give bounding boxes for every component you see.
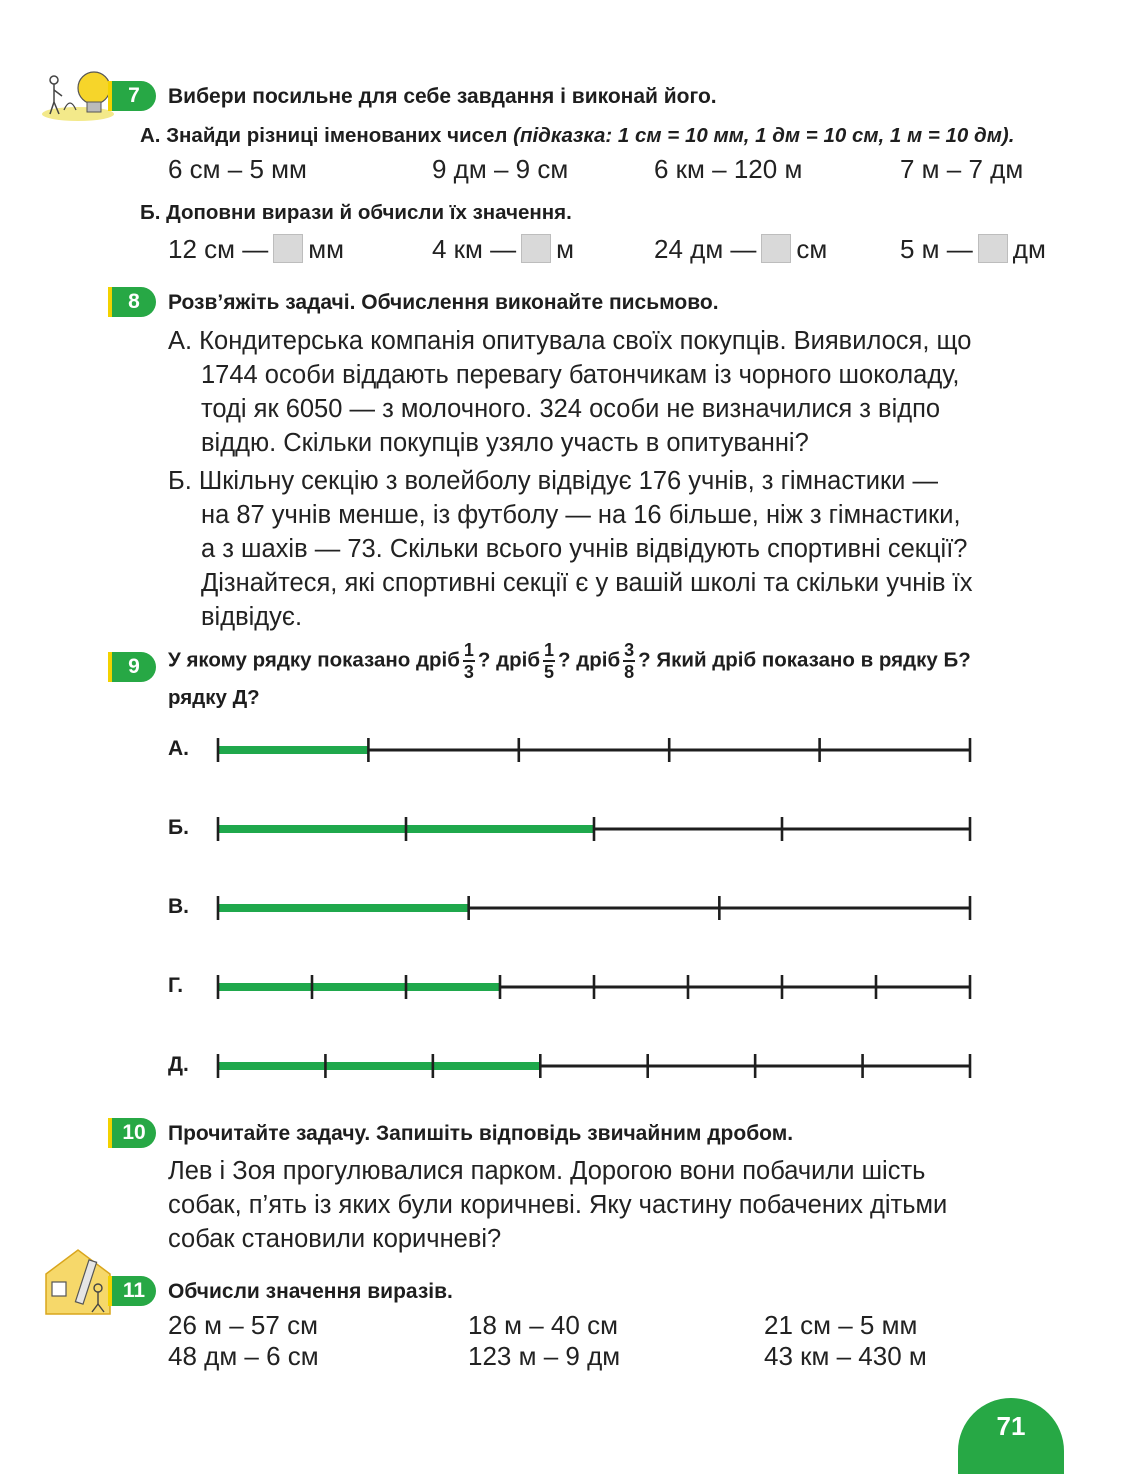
task-11-item-3: 21 см – 5 мм (764, 1310, 918, 1340)
task-11-badge: 11 (112, 1276, 156, 1306)
expr-unit: мм (308, 234, 344, 264)
line-label-d: Д. (168, 1053, 189, 1076)
task-7a-label: А. Знайди різниці іменованих чисел (140, 124, 508, 147)
expr-unit: см (796, 234, 828, 264)
task-11-item-2: 18 м – 40 см (468, 1310, 618, 1340)
task-11-item-5: 123 м – 9 дм (468, 1341, 621, 1371)
task-11-item-4: 48 дм – 6 см (168, 1341, 319, 1371)
fraction-numerator: 3 (624, 640, 635, 660)
task-11-item-6: 43 км – 430 м (764, 1341, 927, 1371)
question-text: ? Який дріб показано в рядку Б? (638, 648, 971, 672)
task-7b-label: Б. Доповни вирази й обчисли їх значення. (140, 201, 572, 224)
page-number: 71 (958, 1398, 1064, 1474)
task-8-badge: 8 (112, 287, 156, 317)
expr-left: 24 дм — (654, 234, 757, 264)
text-line: тоді як 6050 — з молочного. 324 особи не визначилися з відпо (201, 395, 941, 423)
fraction-denominator: 8 (624, 662, 635, 682)
task-7a-item-2: 9 дм – 9 см (432, 154, 569, 184)
fraction-denominator: 3 (463, 662, 474, 682)
text-line: а з шахів — 73. Скільки всього учнів відвідують спортивні секції? (201, 535, 968, 563)
question-text: ? дріб (558, 648, 621, 672)
task-7-instruction: Вибери посильне для себе завдання і виконай його. (168, 85, 717, 108)
text-line: Б. Шкільну секцію з волейболу відвідує 176 учнів, з гімнастики — (168, 467, 939, 495)
task-7a-hint: (підказка: 1 см = 10 мм, 1 дм = 10 см, 1 м = 10 дм). (507, 124, 1015, 147)
task-10-instruction: Прочитайте задачу. Запишіть відповідь звичайним дробом. (168, 1122, 794, 1145)
text-line: віддю. Скільки покупців узяло участь в опитуванні? (201, 429, 809, 457)
line-label-b: Б. (168, 816, 189, 839)
text-line: на 87 учнів менше, із футболу — на 16 більше, ніж з гімнастики, (201, 501, 961, 529)
expr-left: 12 см — (168, 234, 269, 264)
text-line: собак, п’ять із яких були коричневі. Яку частину побачених дітьми (168, 1191, 948, 1219)
fraction-numerator: 1 (544, 640, 555, 660)
expr-left: 5 м — (900, 234, 973, 264)
task-9-badge: 9 (112, 652, 156, 682)
task-11-instruction: Обчисли значення виразів. (168, 1280, 453, 1303)
text-line: собак становили коричневі? (168, 1225, 502, 1253)
line-label-v: В. (168, 895, 189, 918)
question-text: У якому рядку показано дріб (168, 648, 460, 672)
fraction-numerator: 1 (463, 640, 474, 660)
task-9-question-line2: рядку Д? (168, 686, 260, 709)
expr-unit: дм (1012, 234, 1046, 264)
task-10-text (168, 1154, 1068, 1256)
text-line: відвідує. (201, 603, 303, 631)
fraction-denominator: 5 (544, 662, 555, 682)
expr-left: 4 км — (432, 234, 517, 264)
expr-unit: м (556, 234, 575, 264)
task-11-item-1: 26 м – 57 см (168, 1310, 318, 1340)
task-7a-item-3: 6 км – 120 м (654, 154, 803, 184)
task-7-badge: 7 (112, 81, 156, 111)
house-pencil-icon (42, 1246, 118, 1316)
question-text: ? дріб (477, 648, 540, 672)
task-8-instruction: Розв’яжіть задачі. Обчислення виконайте письмово. (168, 291, 719, 314)
task-7a-item-4: 7 м – 7 дм (900, 154, 1024, 184)
line-label-a: А. (168, 737, 189, 760)
line-label-g: Г. (168, 974, 184, 997)
text-line: Дізнайтеся, які спортивні секції є у вашій школі та скільки учнів їх (201, 569, 973, 597)
text-line: 1744 особи віддають перевагу батончикам із чорного шоколаду, (201, 361, 960, 389)
text-line: Лев і Зоя прогулювалися парком. Дорогою вони побачили шість (168, 1157, 926, 1185)
task-7a-item-1: 6 см – 5 мм (168, 154, 307, 184)
text-line: А. Кондитерська компанія опитувала своїх покупців. Виявилося, що (168, 327, 972, 355)
task-10-badge: 10 (112, 1118, 156, 1148)
